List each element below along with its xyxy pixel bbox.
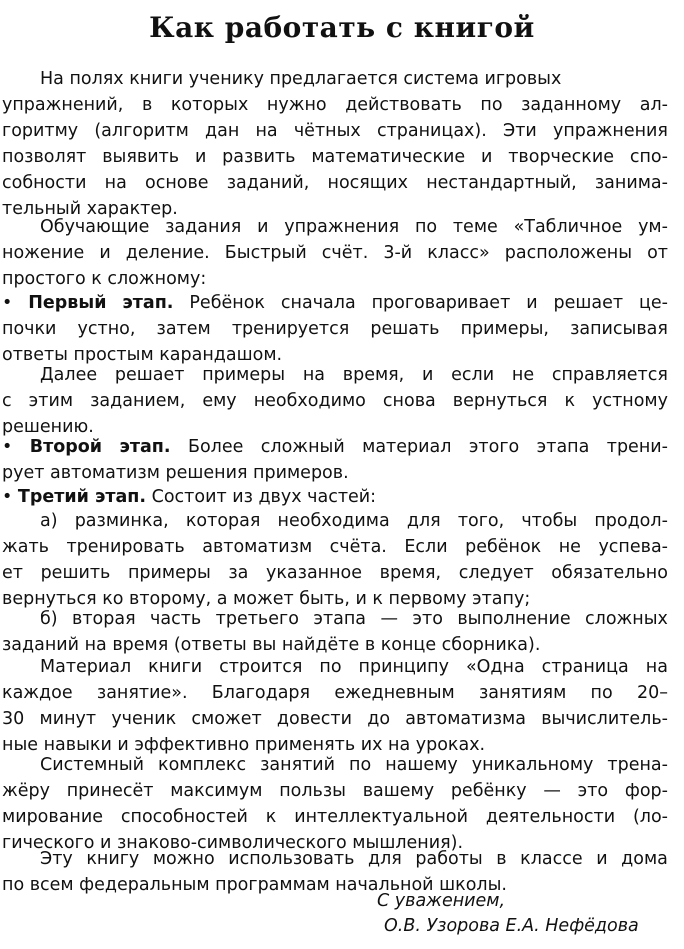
text-line: вернуться ко второму, а может быть, и к первому этапу; (2, 589, 531, 609)
text-line: горитму (алгоритм дан на чётных страницах). Эти упражнения (2, 121, 668, 141)
text-line: ет решить примеры за указанное время, следует обязательно (2, 563, 668, 583)
text-line: Далее решает примеры на время, и если не справляется (40, 365, 668, 385)
text-line: с этим заданием, ему необходимо снова вернуться к устному (2, 391, 668, 411)
text-line: • Второй этап. Более сложный материал этого этапа трени- (2, 437, 668, 457)
signature-authors: О.В. Узорова Е.А. Нефёдова (384, 916, 639, 936)
text-line: Системный комплекс занятий по нашему уникальному трена- (40, 755, 668, 775)
text-line: решению. (2, 417, 94, 437)
text-line: Эту книгу можно использовать для работы в классе и дома (40, 849, 668, 869)
text-line: Обучающие задания и упражнения по теме «Табличное ум- (40, 217, 668, 237)
signature-greeting: С уважением, (377, 891, 506, 911)
text-line: б) вторая часть третьего этапа — это выполнение сложных (40, 609, 668, 629)
text-line: простого к сложному: (2, 269, 207, 289)
text-line: ножение и деление. Быстрый счёт. 3-й класс» расположены от (2, 243, 668, 263)
text-line: гического и знаково-символического мышления). (2, 833, 464, 853)
text-line: каждое занятие». Благодаря ежедневным занятиям по 20– (2, 683, 668, 703)
page-title: Как работать с книгой (149, 11, 535, 44)
text-line: позволят выявить и развить математические и творческие спо- (2, 147, 668, 167)
text-line: тельный характер. (2, 199, 178, 219)
text-line: по всем федеральным программам начальной школы. (2, 875, 507, 895)
text-line: мирование способностей к интеллектуальной деятельности (ло- (2, 807, 668, 827)
text-line: жёру принесёт максимум пользы вашему ребёнку — это фор- (2, 781, 668, 801)
text-line: а) разминка, которая необходима для того, чтобы продол- (40, 511, 668, 531)
text-line: ответы простым карандашом. (2, 345, 283, 365)
text-line: рует автоматизм решения примеров. (2, 463, 349, 483)
text-line: упражнений, в которых нужно действовать по заданному ал- (2, 95, 668, 115)
text-line: жать тренировать автоматизм счёта. Если ребёнок не успева- (2, 537, 668, 557)
text-line: заданий на время (ответы вы найдёте в конце сборника). (2, 635, 541, 655)
text-line: • Первый этап. Ребёнок сначала проговаривает и решает це- (2, 293, 668, 313)
text-line: Материал книги строится по принципу «Одна страница на (40, 657, 668, 677)
text-line: почки устно, затем тренируется решать примеры, записывая (2, 319, 668, 339)
text-line: ные навыки и эффективно применять их на уроках. (2, 735, 486, 755)
text-line: На полях книги ученику предлагается система игровых (40, 69, 562, 89)
text-line: собности на основе заданий, носящих нестандартный, занима- (2, 173, 668, 193)
text-line: • Третий этап. Состоит из двух частей: (2, 487, 377, 507)
text-line: 30 минут ученик сможет довести до автоматизма вычислитель- (2, 709, 668, 729)
